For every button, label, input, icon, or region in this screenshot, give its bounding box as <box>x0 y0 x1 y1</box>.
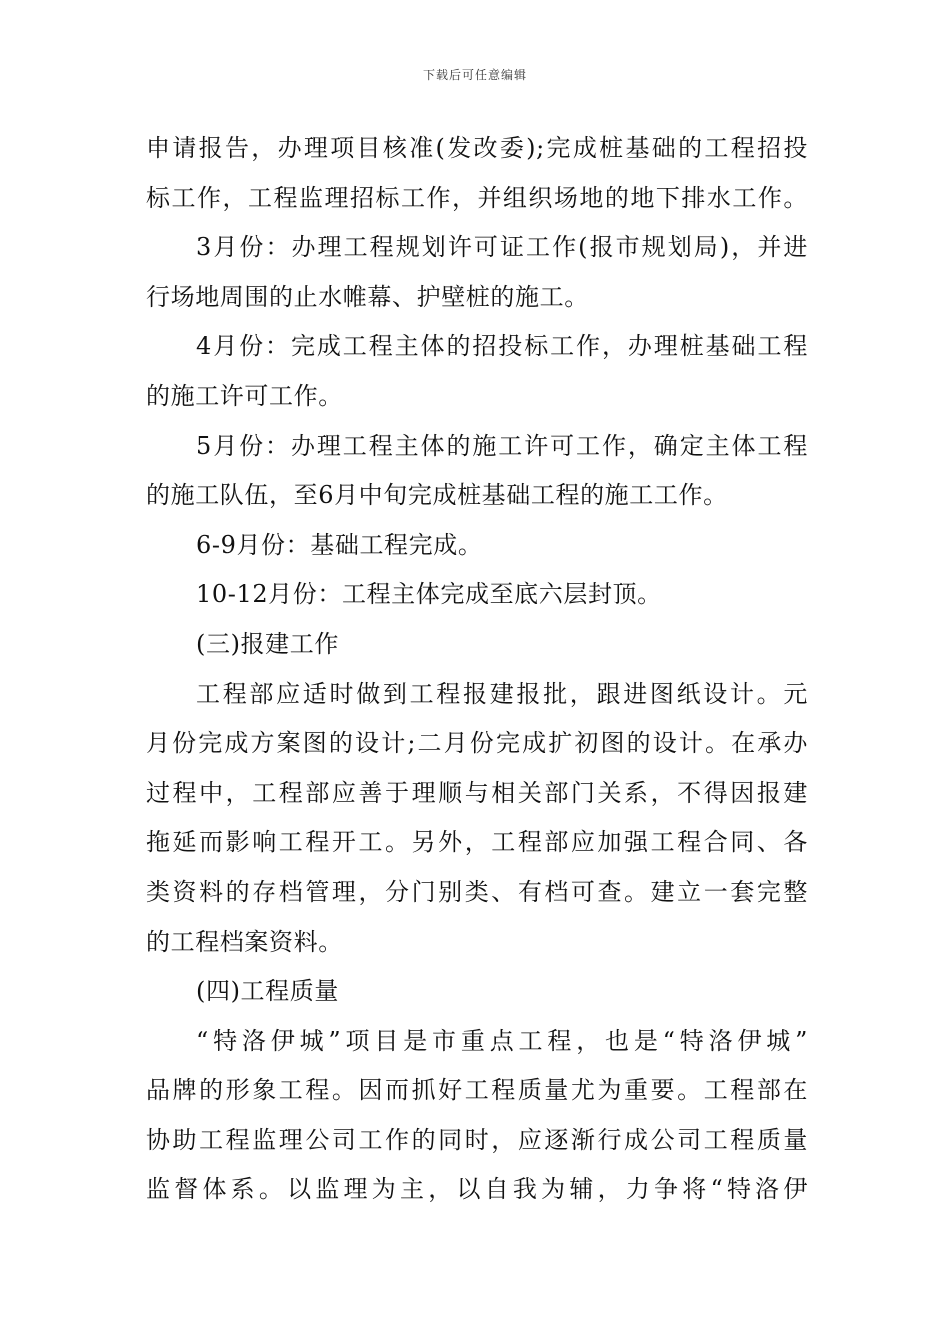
text-line: 类资料的存档管理，分门别类、有档可查。建立一套完整 <box>146 877 808 906</box>
text-line: 标工作，工程监理招标工作，并组织场地的地下排水工作。 <box>146 183 808 212</box>
text-line: 协助工程监理公司工作的同时，应逐渐行成公司工程质量 <box>146 1125 808 1154</box>
page-header: 下载后可任意编辑 <box>422 68 527 82</box>
text-line: 工程部应适时做到工程报建报批，跟进图纸设计。元 <box>196 679 808 708</box>
text-line: 的施工队伍，至6月中旬完成桩基础工程的施工工作。 <box>146 481 728 510</box>
text-line: 监督体系。以监理为主，以自我为辅，力争将“特洛伊 <box>146 1175 808 1204</box>
section-heading: (四)工程质量 <box>196 977 339 1006</box>
text-line: 4月份：完成工程主体的招投标工作，办理桩基础工程 <box>196 332 808 361</box>
text-line: 的施工许可工作。 <box>146 381 343 410</box>
section-heading: (三)报建工作 <box>196 629 339 658</box>
document-body <box>146 124 808 1215</box>
text-line: 行场地周围的止水帷幕、护壁桩的施工。 <box>146 282 589 311</box>
text-line: 申请报告，办理项目核准(发改委);完成桩基础的工程招投 <box>146 134 808 162</box>
text-line: 10-12月份：工程主体完成至底六层封顶。 <box>196 580 662 609</box>
text-line: 的工程档案资料。 <box>146 927 343 956</box>
text-line: 拖延而影响工程开工。另外，工程部应加强工程合同、各 <box>146 828 808 857</box>
text-line: 3月份：办理工程规划许可证工作(报市规划局)，并进 <box>196 233 808 262</box>
text-line: 6-9月份：基础工程完成。 <box>196 530 483 559</box>
text-line: “特洛伊城”项目是市重点工程，也是“特洛伊城” <box>196 1026 808 1055</box>
text-line: 月份完成方案图的设计;二月份完成扩初图的设计。在承办 <box>146 729 808 758</box>
text-line: 品牌的形象工程。因而抓好工程质量尤为重要。工程部在 <box>146 1076 808 1105</box>
text-line: 过程中，工程部应善于理顺与相关部门关系，不得因报建 <box>146 778 808 807</box>
text-line: 5月份：办理工程主体的施工许可工作，确定主体工程 <box>196 431 808 460</box>
